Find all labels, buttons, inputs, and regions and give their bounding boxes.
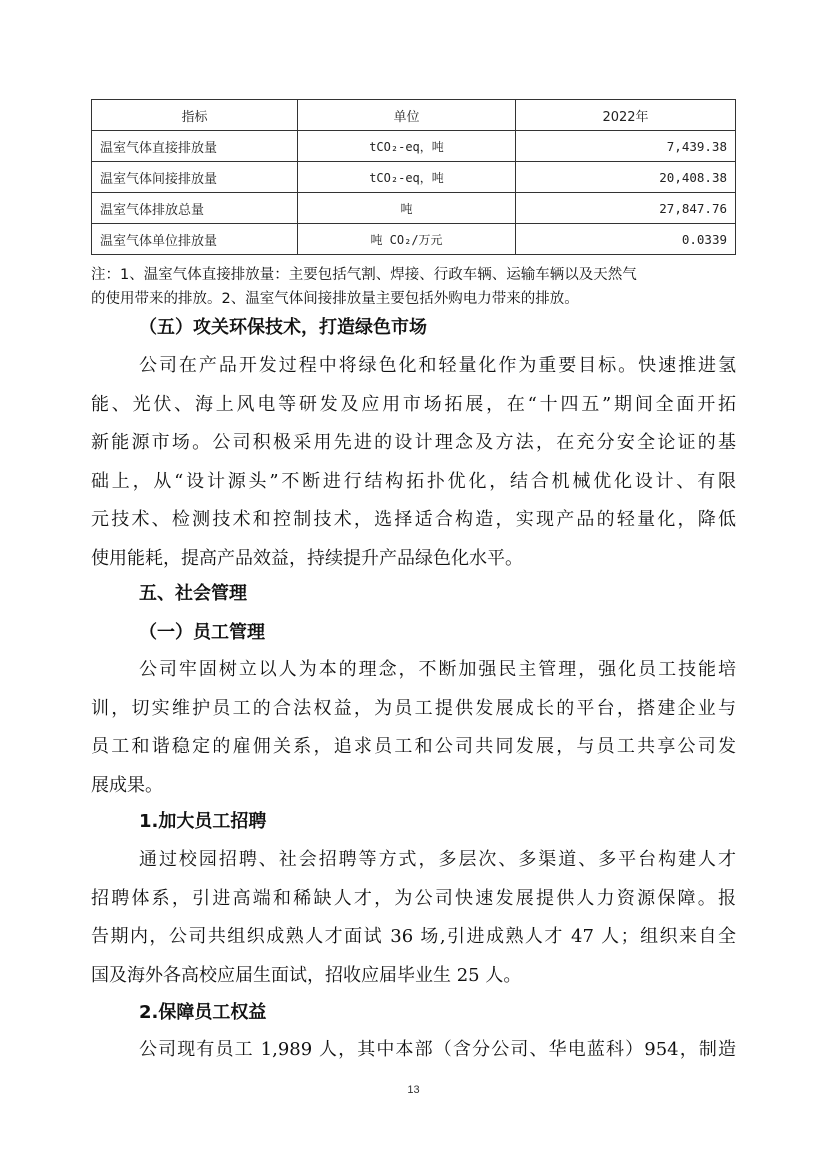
paragraph-line: 公司在产品开发过程中将绿色化和轻量化作为重要目标。快速推进氢 — [139, 355, 736, 376]
heading-recruitment: 1.加大员工招聘 — [139, 811, 267, 832]
paragraph-line: 告期内，公司共组织成熟人才面试 36 场,引进成熟人才 47 人；组织来自全 — [91, 926, 736, 948]
paragraph-line: 员工和谐稳定的雇佣关系，追求员工和公司共同发展，与员工共享公司发 — [91, 736, 736, 758]
paragraph-line: 能、光伏、海上风电等研发及应用市场拓展，在“十四五”期间全面开拓 — [91, 393, 736, 415]
table-row — [92, 131, 736, 162]
note-line: 注：1、温室气体直接排放量：主要包括气割、焊接、行政车辆、运输车辆以及天然气 — [91, 267, 637, 283]
table-header-unit: 单位 — [298, 100, 516, 131]
paragraph-line: 新能源市场。公司积极采用先进的设计理念及方法，在充分安全论证的基 — [91, 432, 736, 454]
cell-unit-text: tCO₂-eq，吨 — [369, 170, 444, 185]
paragraph-employee-rights — [91, 1031, 736, 1070]
cell-unit-text: 吨 — [400, 201, 413, 216]
cell-value: 20,408.38 — [516, 162, 736, 193]
page-number: 13 — [407, 1084, 420, 1096]
table-note — [91, 263, 741, 311]
paragraph-recruitment — [91, 841, 736, 995]
cell-value: 27,847.76 — [516, 193, 736, 224]
paragraph-green-tech — [91, 347, 736, 579]
table-row — [92, 224, 736, 255]
paragraph-line: 础上，从“设计源头”不断进行结构拓扑优化，结合机械优化设计、有限 — [91, 470, 736, 492]
table-row — [92, 193, 736, 224]
cell-unit-text: tCO₂-eq，吨 — [369, 139, 444, 154]
cell-value: 7,439.38 — [516, 131, 736, 162]
paragraph-line: 国及海外各高校应届生面试，招收应届毕业生 25 人。 — [91, 964, 522, 986]
table-row — [92, 162, 736, 193]
heading-employee-management: （一）员工管理 — [139, 622, 265, 643]
cell-unit — [298, 224, 516, 255]
table-header-year: 2022年 — [516, 100, 736, 131]
paragraph-line: 元技术、检测技术和控制技术，选择适合构造，实现产品的轻量化，降低 — [91, 509, 736, 531]
paragraph-line: 通过校园招聘、社会招聘等方式，多层次、多渠道、多平台构建人才 — [139, 849, 736, 870]
paragraph-employee-management — [91, 651, 736, 805]
note-line: 的使用带来的排放。2、温室气体间接排放量主要包括外购电力带来的排放。 — [91, 291, 579, 307]
cell-indicator: 温室气体排放总量 — [92, 193, 298, 224]
cell-indicator: 温室气体单位排放量 — [92, 224, 298, 255]
table-header-row — [92, 100, 736, 131]
paragraph-line: 使用能耗，提高产品效益，持续提升产品绿色化水平。 — [91, 547, 523, 569]
heading-employee-rights: 2.保障员工权益 — [139, 1002, 267, 1023]
paragraph-line: 公司现有员工 1,989 人，其中本部（含分公司、华电蓝科）954，制造 — [139, 1039, 736, 1060]
paragraph-line: 训，切实维护员工的合法权益，为员工提供发展成长的平台，搭建企业与 — [91, 697, 736, 719]
heading-social-management: 五、社会管理 — [139, 583, 247, 604]
table-header-indicator: 指标 — [92, 100, 298, 131]
cell-unit — [298, 131, 516, 162]
paragraph-line: 公司牢固树立以人为本的理念，不断加强民主管理，强化员工技能培 — [139, 659, 736, 680]
heading-green-tech: （五）攻关环保技术，打造绿色市场 — [139, 317, 427, 338]
cell-unit — [298, 162, 516, 193]
cell-unit-text: 吨 CO₂/万元 — [370, 232, 443, 247]
cell-indicator: 温室气体直接排放量 — [92, 131, 298, 162]
paragraph-line: 招聘体系，引进高端和稀缺人才，为公司快速发展提供人力资源保障。报 — [91, 887, 736, 909]
cell-indicator: 温室气体间接排放量 — [92, 162, 298, 193]
cell-value: 0.0339 — [516, 224, 736, 255]
cell-unit — [298, 193, 516, 224]
paragraph-line: 展成果。 — [91, 774, 163, 796]
ghg-emissions-table — [91, 99, 736, 255]
